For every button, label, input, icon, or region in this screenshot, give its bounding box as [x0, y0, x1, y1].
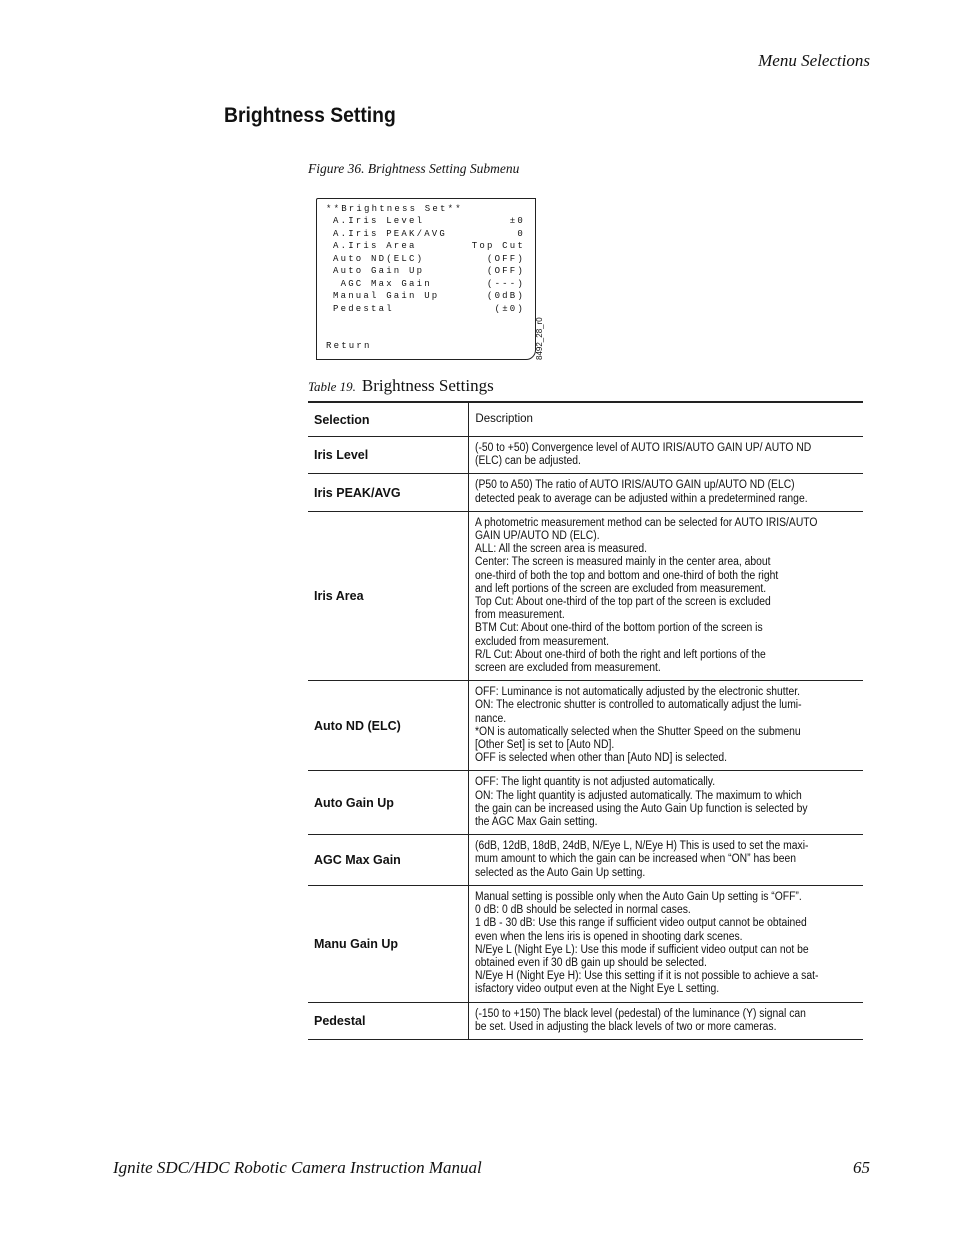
- running-footer: [113, 1158, 870, 1178]
- menu-item-value: 0: [517, 228, 525, 239]
- page-number: 65: [853, 1158, 870, 1177]
- menu-item: [333, 254, 525, 266]
- running-header: Menu Selections: [758, 51, 870, 70]
- description-line: N/Eye L (Night Eye L): Use this mode if sufficient video output can not be: [475, 943, 810, 956]
- description-line: detected peak to average can be adjusted within a predetermined range.: [475, 492, 808, 505]
- table-row: [308, 771, 863, 835]
- description-line: one-third of both the top and bottom and one-third of both the right: [475, 569, 779, 582]
- menu-item: [333, 216, 525, 228]
- description-line: Manual setting is possible only when the Auto Gain Up setting is “OFF”.: [475, 890, 803, 903]
- selection-cell: Pedestal: [308, 1002, 469, 1039]
- description-line: excluded from measurement.: [475, 635, 610, 648]
- description-line: Center: The screen is measured mainly in the center area, about: [475, 556, 771, 569]
- selection-cell: Iris Level: [308, 437, 469, 474]
- description-cell: [469, 835, 863, 886]
- menu-item-value: (±0): [494, 303, 525, 314]
- description-line: N/Eye H (Night Eye H): Use this setting if it is not possible to achieve a sat-: [475, 970, 819, 983]
- description-line: OFF is selected when other than [Auto ND] is selected.: [475, 752, 728, 765]
- figure-caption: Figure 36. Brightness Setting Submenu: [308, 161, 520, 176]
- description-line: Top Cut: About one-third of the top part of the screen is excluded: [475, 596, 772, 609]
- table-row: [308, 835, 863, 886]
- description-line: mum amount to which the gain can be increased when “ON” has been: [475, 853, 797, 866]
- table-row: [308, 1002, 863, 1039]
- description-line: (P50 to A50) The ratio of AUTO IRIS/AUTO GAIN up/AUTO ND (ELC): [475, 479, 796, 492]
- description-line: [Other Set] is set to [Auto ND].: [475, 739, 615, 752]
- table-row: [308, 474, 863, 511]
- menu-item-value: (OFF): [486, 253, 525, 264]
- table-title: Brightness Settings: [361, 376, 494, 395]
- description-line: 1 dB - 30 dB: Use this range if sufficient video output cannot be obtained: [475, 917, 808, 930]
- description-line: and left portions of the screen are excluded from measurement.: [475, 582, 767, 595]
- description-line: (-50 to +50) Convergence level of AUTO IRIS/AUTO GAIN UP/ AUTO ND: [475, 442, 812, 454]
- manual-title: Ignite SDC/HDC Robotic Camera Instruction Manual: [113, 1158, 482, 1177]
- header-description: Description: [469, 402, 863, 437]
- table-caption: [308, 376, 494, 396]
- description-cell: [469, 474, 863, 511]
- description-line: the gain can be increased using the Auto Gain Up function is selected by: [475, 802, 808, 815]
- menu-item-value: (---): [486, 278, 525, 289]
- selection-cell: Iris PEAK/AVG: [308, 474, 469, 511]
- description-cell: [469, 885, 863, 1002]
- description-line: even when the lens iris is opened in shooting dark scenes.: [475, 930, 743, 943]
- description-line: from measurement.: [475, 609, 566, 622]
- description-line: isfactory video output even at the Night Eye L setting.: [475, 983, 720, 996]
- description-line: (ELC) can be adjusted.: [475, 455, 582, 468]
- table-row: [308, 511, 863, 680]
- menu-item: [333, 241, 525, 253]
- description-line: (-150 to +150) The black level (pedestal) of the luminance (Y) signal can: [475, 1007, 807, 1020]
- description-line: (6dB, 12dB, 18dB, 24dB, N/Eye L, N/Eye H) This is used to set the maxi-: [475, 840, 809, 853]
- description-cell: [469, 1002, 863, 1039]
- selection-cell: AGC Max Gain: [308, 835, 469, 886]
- figure-id-label: 8492_28_r0: [535, 317, 544, 360]
- brightness-settings-table: [308, 401, 863, 1040]
- description-line: 0 dB: 0 dB should be selected in normal cases.: [475, 904, 692, 917]
- description-cell: [469, 437, 863, 474]
- menu-item: [333, 304, 525, 316]
- menu-item-value: (OFF): [486, 266, 525, 276]
- description-line: *ON is automatically selected when the Shutter Speed on the submenu: [475, 725, 802, 738]
- menu-item-value: (0dB): [486, 291, 525, 301]
- menu-title: **Brightness Set**: [326, 204, 463, 214]
- table-header-row: [308, 402, 863, 437]
- description-cell: [469, 681, 863, 771]
- description-line: nance.: [475, 712, 507, 725]
- table-row: [308, 681, 863, 771]
- table-number: Table 19.: [308, 379, 356, 394]
- menu-item: [333, 266, 525, 278]
- header-selection: Selection: [308, 402, 469, 437]
- menu-item-label: Pedestal: [333, 303, 394, 314]
- description-line: ON: The electronic shutter is controlled to automatically adjust the lumi-: [475, 699, 802, 712]
- menu-item: [333, 279, 525, 291]
- menu-item-label: Auto ND(ELC): [333, 253, 425, 264]
- table-row: [308, 437, 863, 474]
- description-line: selected as the Auto Gain Up setting.: [475, 866, 646, 879]
- description-line: ON: The light quantity is adjusted automatically. The maximum to which: [475, 789, 803, 802]
- menu-item-label: A.Iris Area: [333, 241, 417, 251]
- menu-item: [333, 291, 525, 303]
- menu-item-label: Manual Gain Up: [333, 291, 440, 301]
- selection-cell: Manu Gain Up: [308, 885, 469, 1002]
- description-line: screen are excluded from measurement.: [475, 662, 662, 675]
- description-line: obtained even if 30 dB gain up should be selected.: [475, 956, 708, 969]
- selection-cell: Auto Gain Up: [308, 771, 469, 835]
- description-line: R/L Cut: About one-third of both the right and left portions of the: [475, 648, 767, 661]
- selection-cell: Auto ND (ELC): [308, 681, 469, 771]
- menu-item-label: A.Iris PEAK/AVG: [333, 228, 448, 239]
- menu-item-value: ±0: [509, 216, 525, 226]
- description-line: the AGC Max Gain setting.: [475, 816, 598, 829]
- section-title: Brightness Setting: [224, 104, 396, 127]
- menu-item-label: Auto Gain Up: [333, 266, 425, 276]
- selection-cell: Iris Area: [308, 511, 469, 680]
- description-line: be set. Used in adjusting the black levels of two or more cameras.: [475, 1020, 777, 1033]
- menu-item: [333, 229, 525, 241]
- description-line: OFF: The light quantity is not adjusted automatically.: [475, 776, 716, 789]
- menu-return-item: Return: [326, 341, 372, 351]
- table-row: [308, 885, 863, 1002]
- description-cell: [469, 511, 863, 680]
- menu-item-value: Top Cut: [471, 241, 525, 251]
- description-line: A photometric measurement method can be selected for AUTO IRIS/AUTO: [475, 516, 818, 529]
- description-cell: [469, 771, 863, 835]
- description-line: BTM Cut: About one-third of the bottom portion of the screen is: [475, 622, 764, 635]
- description-line: GAIN UP/AUTO ND (ELC).: [475, 530, 601, 543]
- menu-item-label: AGC Max Gain: [333, 278, 432, 289]
- description-line: ALL: All the screen area is measured.: [475, 543, 648, 556]
- description-line: OFF: Luminance is not automatically adjusted by the electronic shutter.: [475, 686, 801, 699]
- menu-screen-figure: [316, 198, 536, 360]
- menu-item-label: A.Iris Level: [333, 216, 425, 226]
